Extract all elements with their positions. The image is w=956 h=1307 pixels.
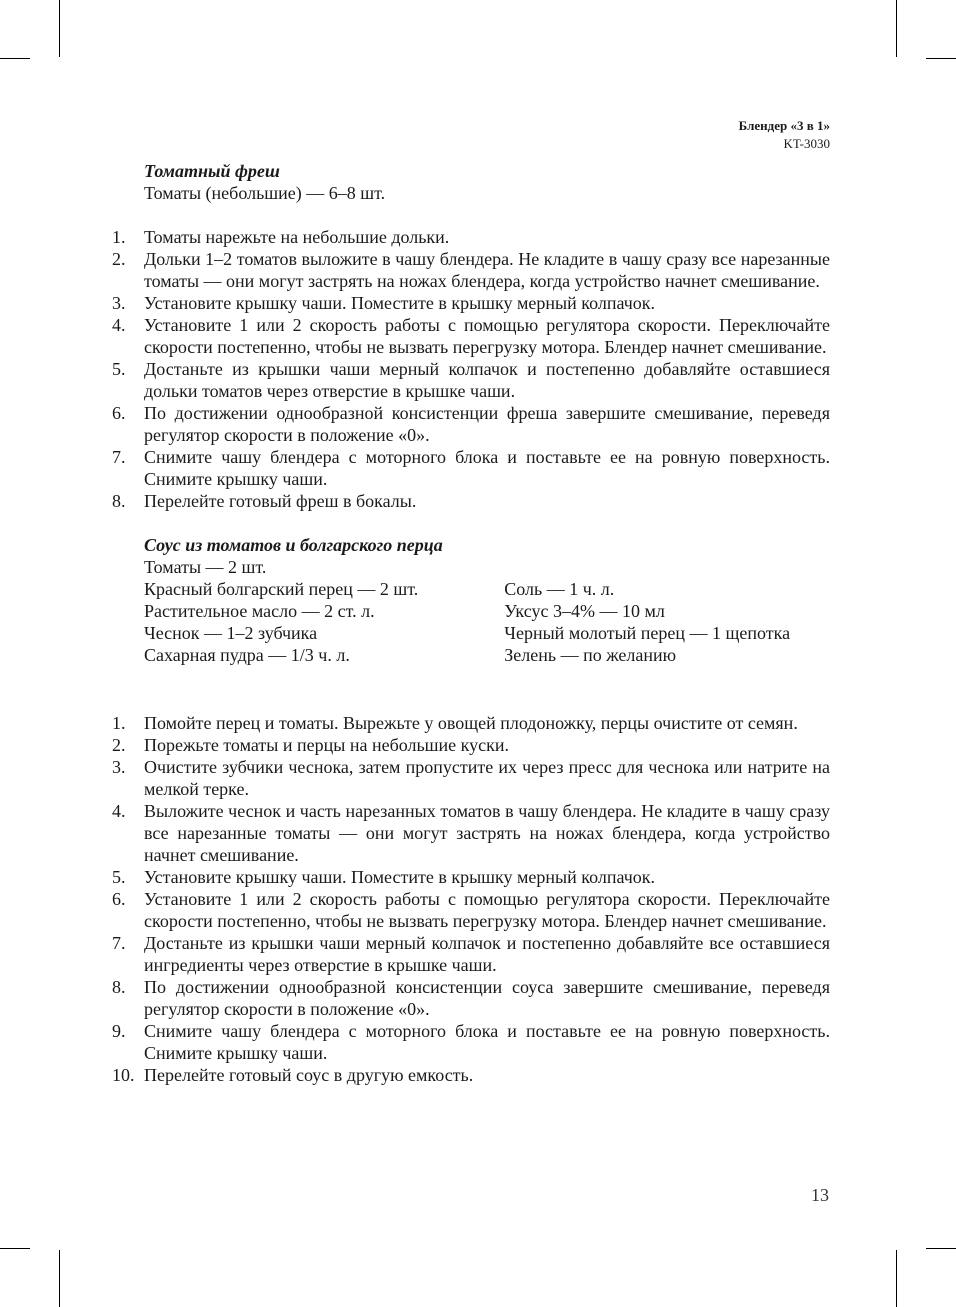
recipe1-steps — [112, 226, 830, 512]
step-number: 8. — [112, 977, 126, 997]
ingredient-item: Растительное масло — 2 ст. л. — [144, 601, 375, 621]
step-text: Снимите чашу блендера с моторного блока и поставьте ее на ровную поверхность. Снимите крышку чаши. — [144, 1021, 830, 1063]
recipe1-title: Томатный фреш — [144, 161, 280, 181]
step-item — [112, 888, 830, 932]
crop-mark — [896, 1250, 897, 1307]
ingredient-item: Зелень — по желанию — [504, 645, 677, 665]
step-number: 1. — [112, 227, 126, 247]
header-title: Блендер «3 в 1» — [738, 118, 830, 133]
step-text: Перелейте готовый фреш в бокалы. — [144, 491, 417, 511]
step-item — [112, 402, 830, 446]
step-text: По достижении однообразной консистенции фреша завершите смешивание, переведя регулятор скорости в положение «0». — [144, 403, 830, 445]
step-text: Помойте перец и томаты. Вырежьте у овощей плодоножку, перцы очистите от семян. — [144, 713, 798, 733]
running-header — [739, 117, 830, 153]
ingredient-item: Уксус 3–4% — 10 мл — [504, 601, 665, 621]
ingredients-left-column — [144, 578, 504, 666]
crop-mark — [59, 0, 60, 57]
step-number: 3. — [112, 757, 126, 777]
step-item — [112, 292, 830, 314]
step-number: 3. — [112, 293, 126, 313]
step-item — [112, 932, 830, 976]
ingredient-item: Черный молотый перец — 1 щепотка — [504, 623, 791, 643]
step-item — [112, 712, 830, 734]
step-item — [112, 248, 830, 292]
step-item — [112, 800, 830, 866]
step-text: Выложите чеснок и часть нарезанных томатов в чашу блендера. Не кладите в чашу сразу все нарезанные томаты — они могут застрять на ножах блендера, когда устройство начнет смешивание. — [144, 801, 830, 865]
crop-mark — [926, 58, 956, 59]
step-number: 4. — [112, 801, 126, 821]
step-item — [112, 226, 830, 248]
recipe2-title: Соус из томатов и болгарского перца — [144, 535, 443, 555]
step-text: Томаты нарежьте на небольшие дольки. — [144, 227, 450, 247]
recipe2-ingredients — [144, 578, 830, 666]
step-number: 6. — [112, 889, 126, 909]
step-item — [112, 976, 830, 1020]
page-content — [112, 160, 830, 1086]
step-number: 4. — [112, 315, 126, 335]
step-text: Порежьте томаты и перцы на небольшие куски. — [144, 735, 510, 755]
step-text: Дольки 1–2 томатов выложите в чашу блендера. Не кладите в чашу сразу все нарезанные томаты — они могут застрять на ножах блендера, когда устройство начнет смешивание. — [144, 249, 830, 291]
step-number: 5. — [112, 359, 126, 379]
step-number: 1. — [112, 713, 126, 733]
step-number: 7. — [112, 933, 126, 953]
step-number: 7. — [112, 447, 126, 467]
step-number: 6. — [112, 403, 126, 423]
step-number: 9. — [112, 1021, 126, 1041]
step-text: Очистите зубчики чеснока, затем пропустите их через пресс для чеснока или натрите на мелкой терке. — [144, 757, 830, 799]
ingredient-item: Сахарная пудра — 1/3 ч. л. — [144, 645, 350, 665]
step-number: 2. — [112, 249, 126, 269]
step-text: Установите крышку чаши. Поместите в крышку мерный колпачок. — [144, 867, 656, 887]
step-item — [112, 446, 830, 490]
header-model: KT-3030 — [783, 136, 830, 151]
crop-mark — [59, 1250, 60, 1307]
ingredient-item: Чеснок — 1–2 зубчика — [144, 623, 318, 643]
step-text: Установите 1 или 2 скорость работы с помощью регулятора скорости. Переключайте скорости постепенно, чтобы не вызвать перегрузку мотора. Блендер начнет смешивание. — [144, 315, 830, 357]
recipe1-ingredient: Томаты (небольшие) — 6–8 шт. — [144, 183, 386, 203]
step-item — [112, 1020, 830, 1064]
crop-mark — [926, 1248, 956, 1249]
step-text: Установите 1 или 2 скорость работы с помощью регулятора скорости. Переключайте скорости постепенно, чтобы не вызвать перегрузку мотора. Блендер начнет смешивание. — [144, 889, 830, 931]
ingredients-right-column — [504, 578, 830, 666]
step-item — [112, 756, 830, 800]
crop-mark — [896, 0, 897, 57]
ingredient-item: Соль — 1 ч. л. — [504, 579, 615, 599]
step-text: По достижении однообразной консистенции соуса завершите смешивание, переведя регулятор скорости в положение «0». — [144, 977, 830, 1019]
step-text: Достаньте из крышки чаши мерный колпачок и постепенно добавляйте оставшиеся дольки томатов через отверстие в крышке чаши. — [144, 359, 830, 401]
step-text: Перелейте готовый соус в другую емкость. — [144, 1065, 474, 1085]
step-number: 2. — [112, 735, 126, 755]
recipe2-ingredient-top: Томаты — 2 шт. — [144, 557, 267, 577]
recipe2-steps — [112, 712, 830, 1086]
step-text: Установите крышку чаши. Поместите в крышку мерный колпачок. — [144, 293, 656, 313]
crop-mark — [0, 58, 30, 59]
step-number: 5. — [112, 867, 126, 887]
step-item — [112, 1064, 830, 1086]
step-item — [112, 490, 830, 512]
step-item — [112, 734, 830, 756]
step-item — [112, 314, 830, 358]
step-item — [112, 358, 830, 402]
crop-mark — [0, 1248, 30, 1249]
step-number: 10. — [112, 1065, 135, 1085]
step-item — [112, 866, 830, 888]
step-text: Снимите чашу блендера с моторного блока и поставьте ее на ровную поверхность. Снимите крышку чаши. — [144, 447, 830, 489]
step-number: 8. — [112, 491, 126, 511]
step-text: Достаньте из крышки чаши мерный колпачок и постепенно добавляйте все оставшиеся ингредиенты через отверстие в крышке чаши. — [144, 933, 830, 975]
ingredient-item: Красный болгарский перец — 2 шт. — [144, 579, 419, 599]
page-number: 13 — [811, 1185, 829, 1205]
